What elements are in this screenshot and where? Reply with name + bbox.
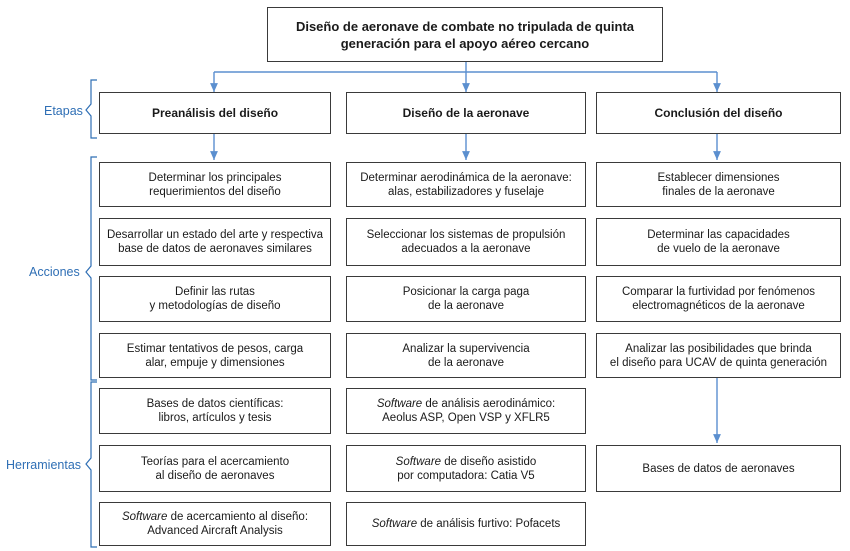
stage-diseno xyxy=(346,92,586,134)
bracket-acciones xyxy=(86,157,97,380)
action-box xyxy=(346,162,586,207)
action-box xyxy=(596,333,841,378)
tool-line xyxy=(396,455,537,469)
action-line: Determinar las capacidades xyxy=(647,229,790,241)
action-box xyxy=(346,276,586,322)
action-line: Estimar tentativos de pesos, carga xyxy=(126,342,304,355)
tool-box xyxy=(346,502,586,546)
action-box xyxy=(596,276,841,322)
action-line: alas, estabilizadores y fuselaje xyxy=(388,185,544,198)
action-line: de vuelo de la aeronave xyxy=(657,243,780,255)
tool-line xyxy=(122,510,308,524)
action-line: Desarrollar un estado del arte y respectiva xyxy=(106,229,324,241)
action-box xyxy=(596,218,841,266)
tool-text: de diseño asistido xyxy=(441,455,537,468)
tool-line: Teorías para el acercamiento xyxy=(140,455,290,468)
bracket-herramientas xyxy=(86,382,97,547)
action-line: Determinar aerodinámica de la aeronave: xyxy=(360,171,572,184)
label-herramientas: Herramientas xyxy=(6,458,82,472)
action-line: Determinar los principales xyxy=(148,171,282,184)
tool-text: de análisis furtivo: Pofacets xyxy=(417,518,561,530)
tool-line: Advanced Aircraft Analysis xyxy=(147,525,283,537)
tool-line xyxy=(372,517,561,531)
stage-label: Diseño de la aeronave xyxy=(402,106,530,120)
action-line: Seleccionar los sistemas de propulsión xyxy=(366,229,566,241)
action-box xyxy=(346,333,586,378)
tool-line xyxy=(377,397,555,411)
software-italic: Software xyxy=(371,518,418,530)
stage-conclusion xyxy=(596,92,841,134)
software-italic: Software xyxy=(395,455,442,468)
tool-line: Bases de datos de aeronaves xyxy=(642,462,795,475)
action-line: base de datos de aeronaves similares xyxy=(118,243,312,255)
tool-line: libros, artículos y tesis xyxy=(158,412,272,424)
action-box xyxy=(99,162,331,207)
tool-line: Bases de datos científicas: xyxy=(146,398,284,410)
action-line: Establecer dimensiones xyxy=(657,171,780,184)
tool-box xyxy=(596,445,841,492)
action-line: de la aeronave xyxy=(427,300,505,312)
action-line: Definir las rutas xyxy=(175,286,255,298)
software-italic: Software xyxy=(376,398,423,410)
stage-label: Preanálisis del diseño xyxy=(151,106,279,120)
tool-line: al diseño de aeronaves xyxy=(155,469,275,482)
action-line: requerimientos del diseño xyxy=(149,185,281,198)
stage-preanalisis xyxy=(99,92,331,134)
tool-text: de acercamiento al diseño: xyxy=(167,511,309,523)
tool-line: por computadora: Catia V5 xyxy=(397,469,535,482)
action-box xyxy=(99,276,331,322)
action-box xyxy=(596,162,841,207)
action-line: alar, empuje y dimensiones xyxy=(145,356,285,369)
action-box xyxy=(99,333,331,378)
tool-box xyxy=(99,502,331,546)
tool-text: de análisis aerodinámico: xyxy=(422,398,556,410)
action-line: Posicionar la carga paga xyxy=(402,286,530,298)
action-box xyxy=(346,218,586,266)
label-etapas: Etapas xyxy=(44,104,83,118)
bracket-etapas xyxy=(86,80,97,138)
action-line: electromagnéticos de la aeronave xyxy=(632,300,805,312)
diagram-title-box xyxy=(267,7,663,62)
action-line: adecuados a la aeronave xyxy=(401,243,531,255)
title-line-2: generación para el apoyo aéreo cercano xyxy=(340,35,590,51)
action-line: finales de la aeronave xyxy=(662,185,775,198)
title-line-1: Diseño de aeronave de combate no tripulada de quinta xyxy=(295,18,635,34)
software-italic: Software xyxy=(121,511,168,523)
action-line: el diseño para UCAV de quinta generación xyxy=(609,356,828,369)
tool-box xyxy=(99,445,331,492)
label-acciones: Acciones xyxy=(29,265,80,279)
stage-label: Conclusión del diseño xyxy=(654,106,783,120)
tool-box xyxy=(99,388,331,434)
action-box xyxy=(99,218,331,266)
tool-box xyxy=(346,388,586,434)
action-line: de la aeronave xyxy=(427,356,505,369)
action-line: Analizar las posibilidades que brinda xyxy=(625,342,812,355)
action-line: Analizar la supervivencia xyxy=(402,342,530,355)
action-line: y metodologías de diseño xyxy=(149,300,281,312)
tool-line: Aeolus ASP, Open VSP y XFLR5 xyxy=(382,412,550,424)
action-line: Comparar la furtividad por fenómenos xyxy=(621,286,816,298)
tool-box xyxy=(346,445,586,492)
